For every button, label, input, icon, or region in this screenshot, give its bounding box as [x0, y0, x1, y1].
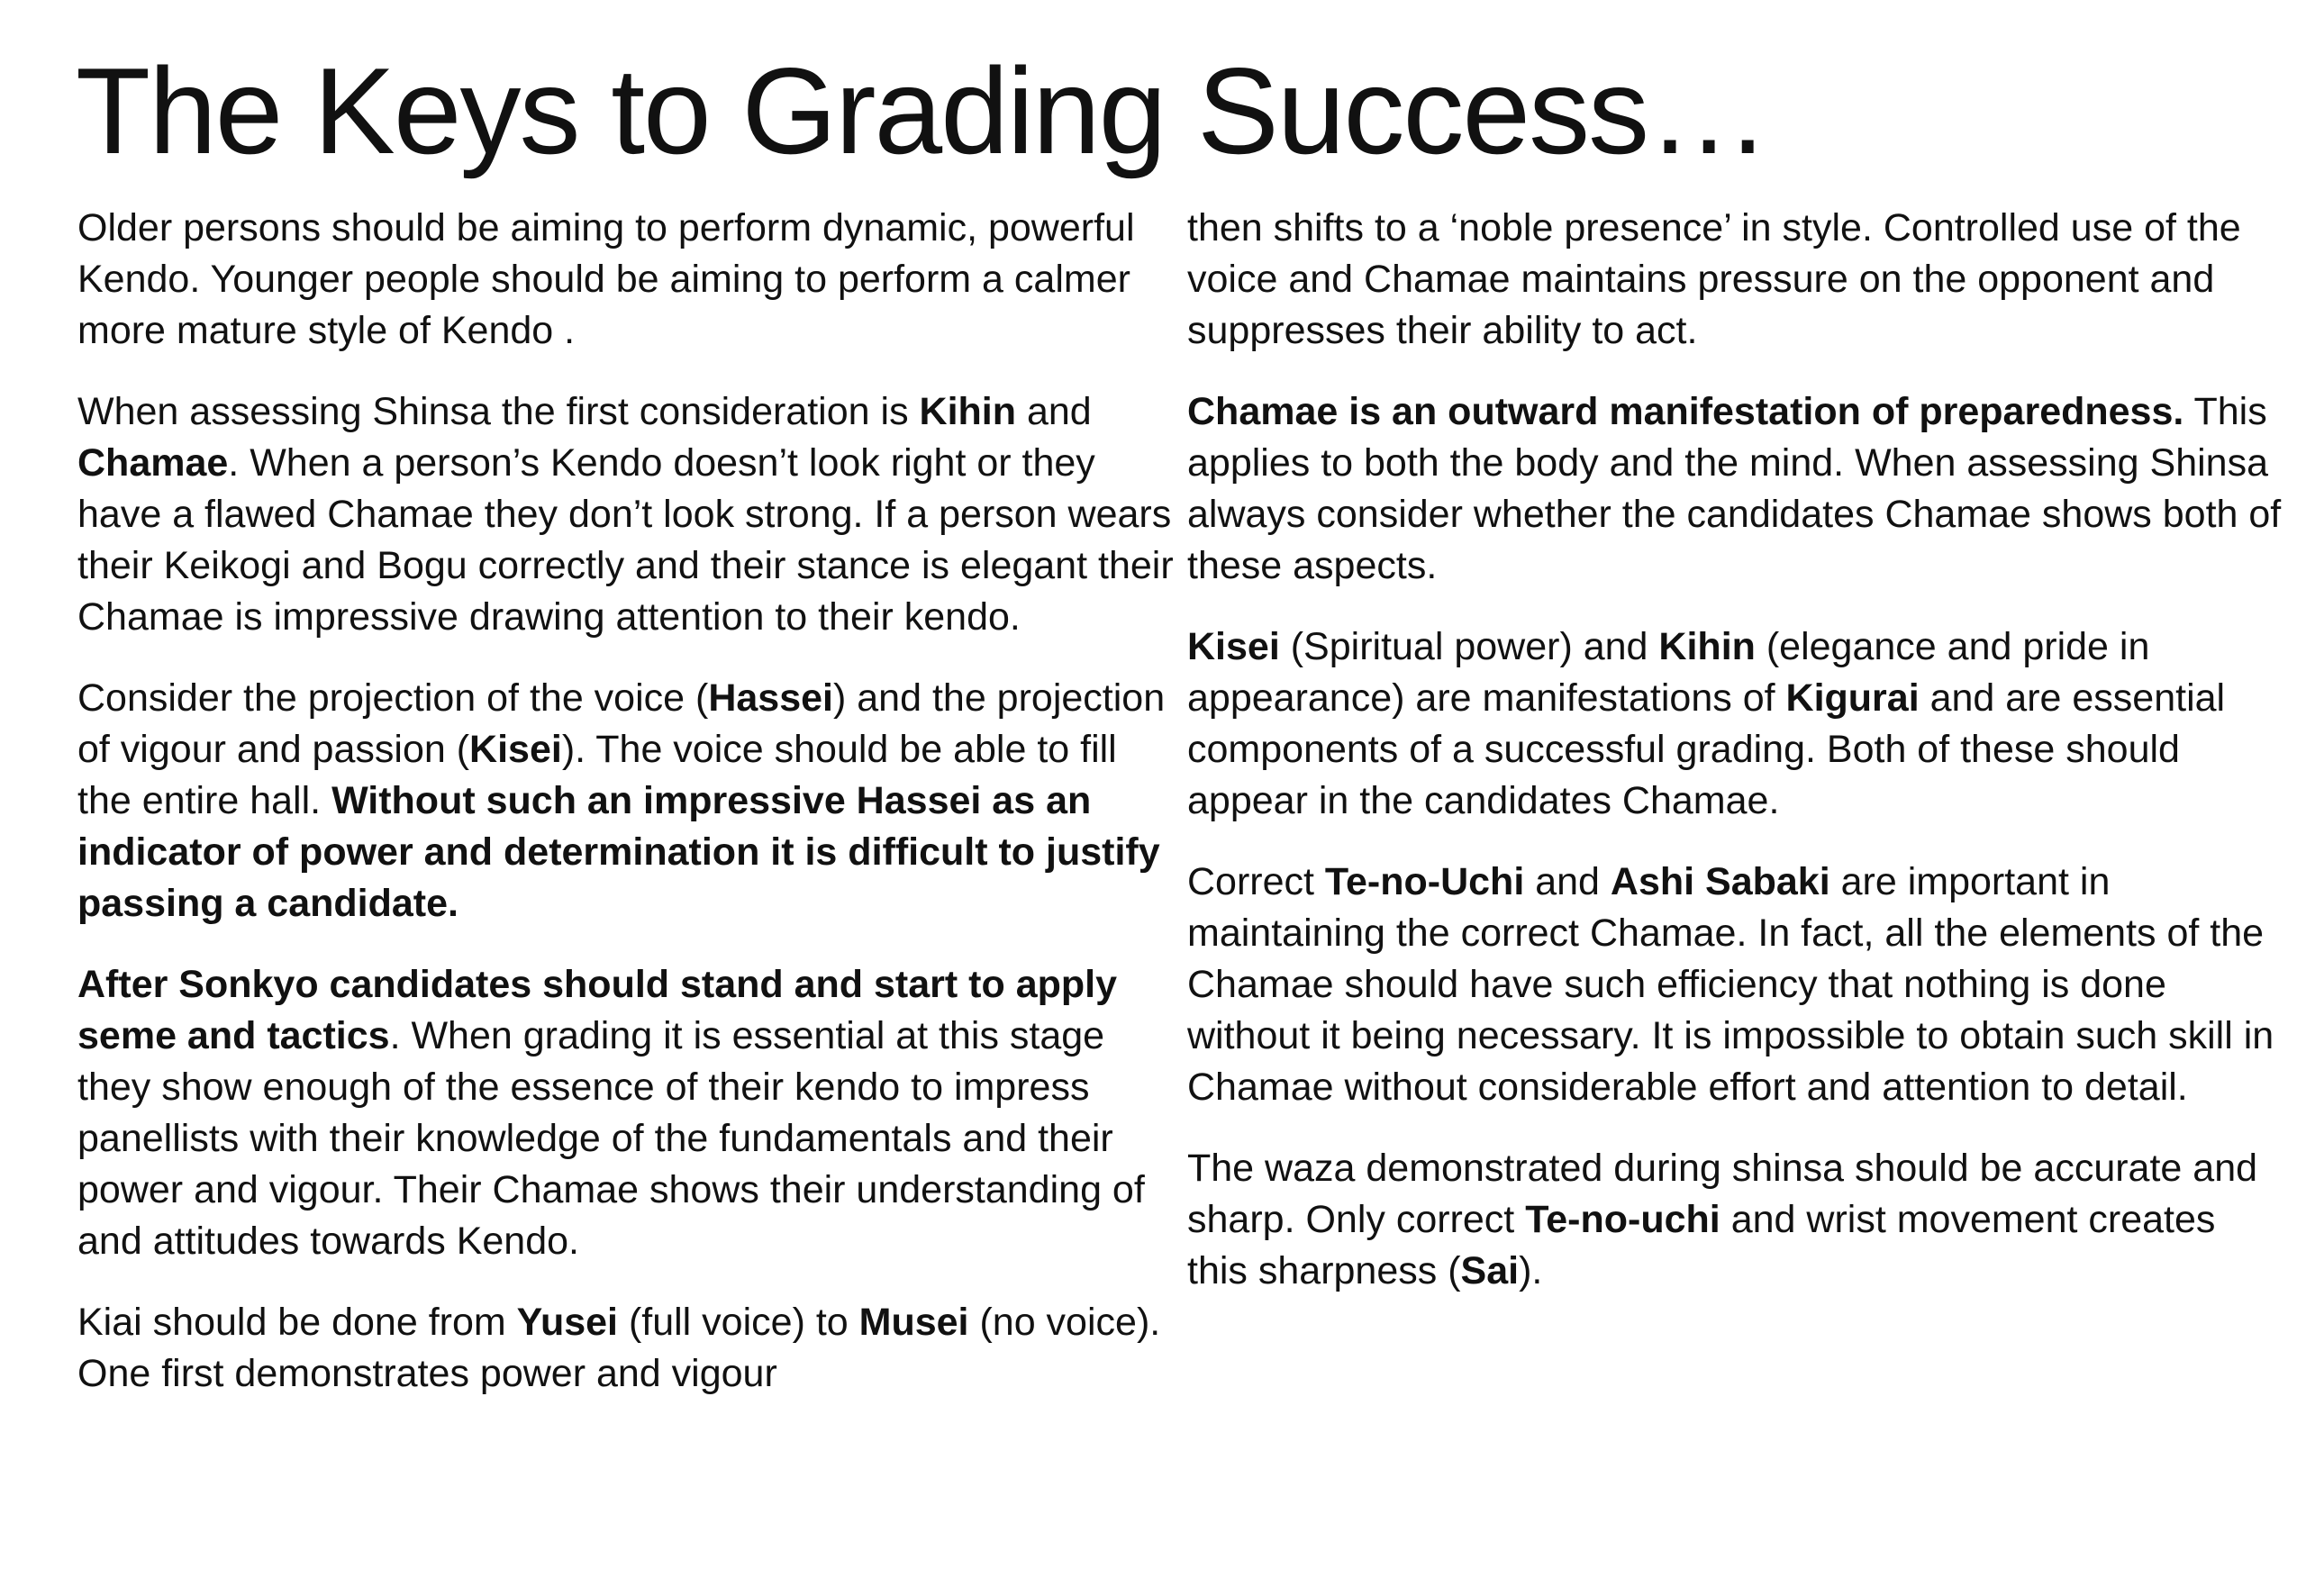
- text-run: . When grading it is essential at this stage they show enough of the essence of their kendo to impress panellists with their knowledge of the fundamentals and their power and vigour. Their Chamae shows their understanding of and attitudes towards Kendo.: [77, 1014, 1145, 1263]
- text-run: (elegance and pride in appearance) are manifestations of: [1187, 625, 2150, 720]
- bold-term: Ashi Sabaki: [1610, 860, 1830, 903]
- left-column: [77, 203, 1176, 1429]
- text-run: then shifts to a ‘noble presence’ in style. Controlled use of the voice and Chamae maintains pressure on the opponent and suppresses their ability to act.: [1187, 206, 2241, 352]
- text-run: Kiai should be done from: [77, 1301, 517, 1344]
- text-run: When assessing Shinsa the first consideration is: [77, 390, 920, 433]
- text-run: and: [1016, 390, 1092, 433]
- bold-term: Kisei: [1187, 625, 1280, 668]
- bold-term: Without such an impressive Hassei as an indicator of power and determination it is difficult to justify passing a candidate.: [77, 779, 1160, 925]
- paragraph-hassei-kisei: [77, 673, 1176, 929]
- bold-term: After Sonkyo candidates should stand and start to apply seme and tactics: [77, 963, 1118, 1057]
- paragraph-kigurai: [1187, 621, 2282, 827]
- text-run: and are essential components of a successful grading. Both of these should appear in the candidates Chamae.: [1187, 676, 2226, 822]
- text-run: Older persons should be aiming to perform dynamic, powerful Kendo. Younger people should be aiming to perform a calmer more mature style of Kendo .: [77, 206, 1135, 352]
- bold-term: Te-no-uchi: [1525, 1198, 1720, 1241]
- bold-term: Chamae: [77, 441, 229, 485]
- text-run: ) and the projection of vigour and passion (: [77, 676, 1166, 771]
- bold-term: Kihin: [1658, 625, 1756, 668]
- text-run: This applies to both the body and the mind. When assessing Shinsa always consider whether the candidates Chamae shows both of these aspects.: [1187, 390, 2282, 587]
- text-run: and wrist movement creates this sharpness (: [1187, 1198, 2216, 1292]
- paragraph-noble-presence: [1187, 203, 2282, 357]
- paragraph-age-style: [77, 203, 1176, 357]
- paragraph-te-no-uchi: [1187, 857, 2282, 1113]
- paragraph-sonkyo: [77, 959, 1176, 1267]
- text-run: and: [1524, 860, 1611, 903]
- bold-term: Musei: [858, 1301, 969, 1344]
- paragraph-preparedness: [1187, 386, 2282, 592]
- text-run: Consider the projection of the voice (: [77, 676, 709, 720]
- paragraph-kiai: [77, 1297, 1176, 1400]
- right-column: [1187, 203, 2282, 1327]
- text-run: ).: [1519, 1249, 1543, 1292]
- bold-term: Kigurai: [1785, 676, 1920, 720]
- text-run: are important in maintaining the correct Chamae. In fact, all the elements of the Chamae should have such efficiency that nothing is done without it being necessary. It is impossible to obtain such skill in Chamae without considerable effort and attention to detail.: [1187, 860, 2274, 1109]
- bold-term: Hassei: [708, 676, 833, 720]
- paragraph-kihin-chamae: [77, 386, 1176, 643]
- bold-term: Kisei: [469, 728, 562, 771]
- text-run: Correct: [1187, 860, 1325, 903]
- bold-term: Chamae is an outward manifestation of preparedness.: [1187, 390, 2184, 433]
- text-run: (Spiritual power) and: [1279, 625, 1659, 668]
- text-run: . When a person’s Kendo doesn’t look right or they have a flawed Chamae they don’t look strong. If a person wears their Keikogi and Bogu correctly and their stance is elegant their Chamae is impressive drawing attention to their kendo.: [77, 441, 1174, 639]
- bold-term: Sai: [1460, 1249, 1520, 1292]
- text-run: The waza demonstrated during shinsa should be accurate and sharp. Only correct: [1187, 1147, 2258, 1241]
- paragraph-waza-sai: [1187, 1143, 2282, 1297]
- text-run: (full voice) to: [618, 1301, 859, 1344]
- slide-title: The Keys to Grading Success…: [76, 42, 1769, 179]
- bold-term: Te-no-Uchi: [1324, 860, 1525, 903]
- text-run: (no voice). One first demonstrates power and vigour: [77, 1301, 1161, 1395]
- bold-term: Yusei: [516, 1301, 618, 1344]
- bold-term: Kihin: [919, 390, 1016, 433]
- text-run: ). The voice should be able to fill the entire hall.: [77, 728, 1117, 822]
